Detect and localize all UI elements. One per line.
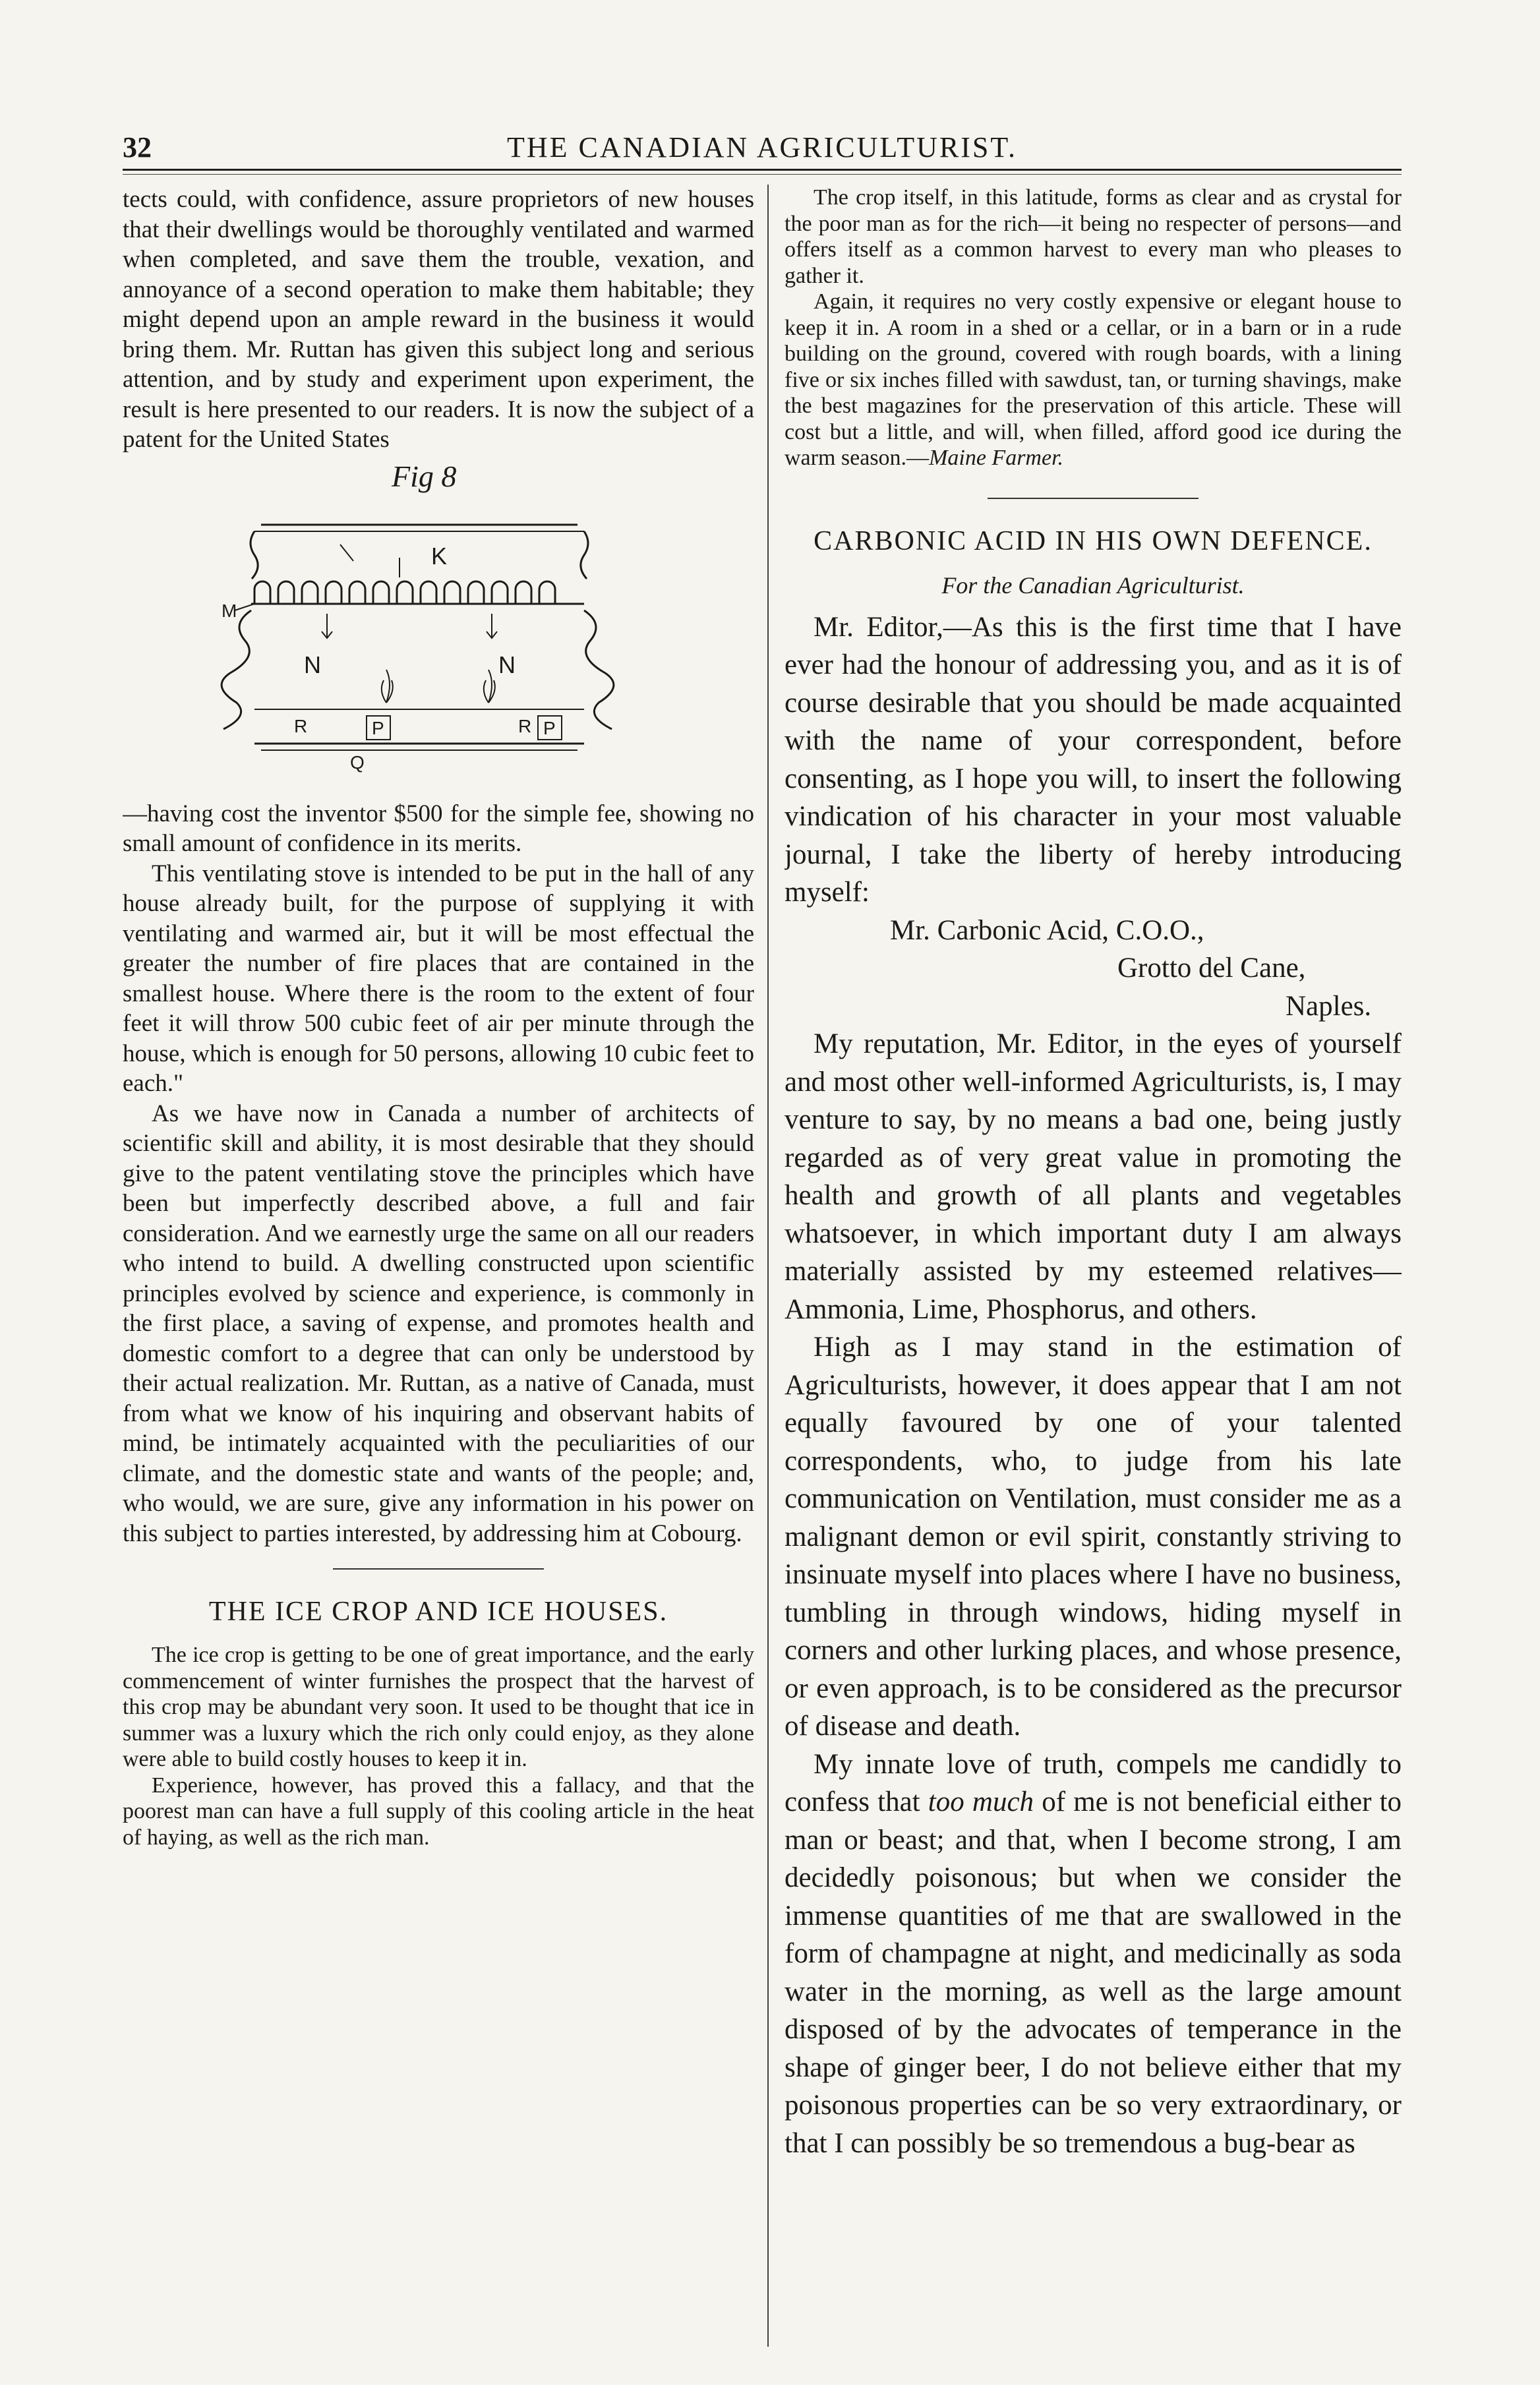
letter-paragraph-4-rest: of me is not beneficial either to man or beast; and that, when I become strong, I am decidedly poisonous; but when we consider the immense quantities of me that are swallowed in the form of champagne at night, and medicinally as soda water in the morning, as well as the large amount disposed of by the advocates of temperance in the shape of ginger beer, I do not believe either that my poisonous properties can be so very extraordinary, or that I can possibly be so tremendous a bug-bear as (785, 1786, 1402, 2159)
right-column (785, 185, 1402, 2360)
carbonic-acid-title: CARBONIC ACID IN HIS OWN DEFENCE. (814, 525, 1373, 556)
ventilation-paragraph-3: This ventilating stove is intended to be put in the hall of any house already built, for the purpose of supplying it with ventilating and warmed air, but it will be most effectual the greater the number of fire places that are contained in the smallest house. Where there is the room to the extent of four feet it will throw 500 cubic feet of air per minute through the house, which is enough for 50 persons, allowing 10 cubic feet to each." (123, 860, 754, 1097)
ventilating-stove-figure (123, 459, 754, 795)
signature-place: Grotto del Cane, (1117, 953, 1306, 984)
signature-name: Mr. Carbonic Acid, C.O.O., (890, 914, 1204, 946)
letter-paragraph-1: Mr. Editor,—As this is the first time that I have ever had the honour of addressing you, and as it is of course desirable that you should be made acquainted with the name of your correspondent, before consenting, as I hope you will, to insert the following vindication of his character in your most valuable journal, I take the liberty of hereby introducing myself: (785, 611, 1402, 908)
ventilation-paragraph-2: —having cost the inventor $500 for the simple fee, showing no small amount of confidence in its merits. (123, 800, 754, 857)
section-rule (333, 1568, 544, 1570)
section-rule (988, 498, 1199, 499)
ventilation-paragraph-1: tects could, with confidence, assure proprietors of new houses that their dwellings would be thoroughly ventilated and warmed when completed, and save them the trouble, vexation, and annoyance of a second operation to make them habitable; they might depend upon an ample reward in the business it would bring them. Mr. Ruttan has given this subject long and serious attention, and by study and experiment upon experiment, the result is here presented to our readers. It is now the subject of a patent for the United States (123, 186, 754, 453)
label-q: Q (350, 751, 365, 773)
ventilation-paragraph-4: As we have now in Canada a number of architects of scientific skill and ability, it is most desirable that they should give to the patent ventilating stove the principles which have been but imperfectly described above, a full and fair consideration. And we earnestly urge the same on all our readers who intend to build. A dwelling constructed upon scientific principles evolved by science and experience, is commonly in the first place, a saving of expense, and promotes health and domestic comfort to a degree that can only be understood by their actual realization. Mr. Ruttan, as a native of Canada, must from what we know of his inquiring and observant habits of mind, be intimately acquainted with the peculiarities of our climate, and the domestic state and wants of the people; and, who would, we are sure, give any information in his power on this subject to parties interested, by addressing him at Cobourg. (123, 1100, 754, 1547)
ice-paragraph-1: The ice crop is getting to be one of great importance, and the early commencement of winter furnishes the prospect that the harvest of this crop may be abundant very soon. It used to be thought that ice in summer was a luxury which the rich only could enjoy, as they alone were able to build costly houses to keep it in. (123, 1643, 754, 1771)
column-divider (767, 185, 769, 2347)
letter-paragraph-4 (785, 1746, 1402, 2163)
ice-paragraph-4 (785, 289, 1402, 471)
label-p-right: P (543, 717, 556, 738)
label-n-right: N (498, 651, 516, 678)
ice-paragraph-4-text: Again, it requires no very costly expensive or elegant house to keep it in. A room in a shed or a cellar, or in a barn or in a rude building on the ground, covered with rough boards, with a lining five or six inches filled with sawdust, tan, or turning shavings, make the best magazines for the preservation of this article. These will cost but a little, and will, when filled, afford good ice during the warm season.— (785, 289, 1402, 470)
journal-title: THE CANADIAN AGRICULTURIST. (507, 131, 1017, 163)
letter-paragraph-4-start: My innate love of truth, compels me candidly to confess that (785, 1748, 1402, 1817)
label-m: M (222, 600, 237, 621)
label-n-left: N (304, 651, 321, 678)
letter-paragraph-3: High as I may stand in the estimation of Agriculturists, however, it does appear that I am not equally favoured by one of your talented correspondents, who, to judge from his late communication on Ventilation, must consider me as a malignant demon or evil spirit, constantly striving to insinuate myself into places where I have no business, tumbling in through windows, hiding myself in corners and other lurking places, and whose presence, or even approach, is to be considered as the precursor of disease and death. (785, 1332, 1402, 1742)
running-head (123, 131, 1402, 170)
letter-paragraph-2: My reputation, Mr. Editor, in the eyes of yourself and most other well-informed Agriculturists, is, I may venture to say, by no means a bad one, being justly regarded as of very great value in promoting the health and growth of all plants and vegetables whatsoever, in which important duty I am always materially assisted by my esteemed relatives—Ammonia, Lime, Phosphorus, and others. (785, 1028, 1402, 1325)
ice-paragraph-2: Experience, however, has proved this a fallacy, and that the poorest man can have a full supply of this cooling article in the heat of haying, as well as the rich man. (123, 1773, 754, 1850)
label-r-right: R (518, 715, 532, 736)
page-number: 32 (123, 131, 152, 163)
label-k: K (431, 542, 448, 570)
ice-paragraph-3: The crop itself, in this latitude, forms as clear and as crystal for the poor man as for the rich—it being no respecter of persons—and offers itself as a common harvest to every man who pleases to gather it. (785, 185, 1402, 288)
ice-crop-title: THE ICE CROP AND ICE HOUSES. (208, 1597, 668, 1627)
figure-caption: Fig 8 (392, 459, 457, 493)
label-p-left: P (372, 717, 384, 738)
label-r-left: R (294, 715, 308, 736)
stove-diagram (123, 505, 754, 788)
header-rule (123, 169, 1402, 175)
signature-city: Naples. (1286, 990, 1372, 1022)
letter-emphasis: too much (928, 1786, 1034, 1817)
ice-source-credit: Maine Farmer. (929, 446, 1064, 470)
left-column (123, 185, 754, 2360)
carbonic-acid-byline: For the Canadian Agriculturist. (941, 572, 1245, 599)
